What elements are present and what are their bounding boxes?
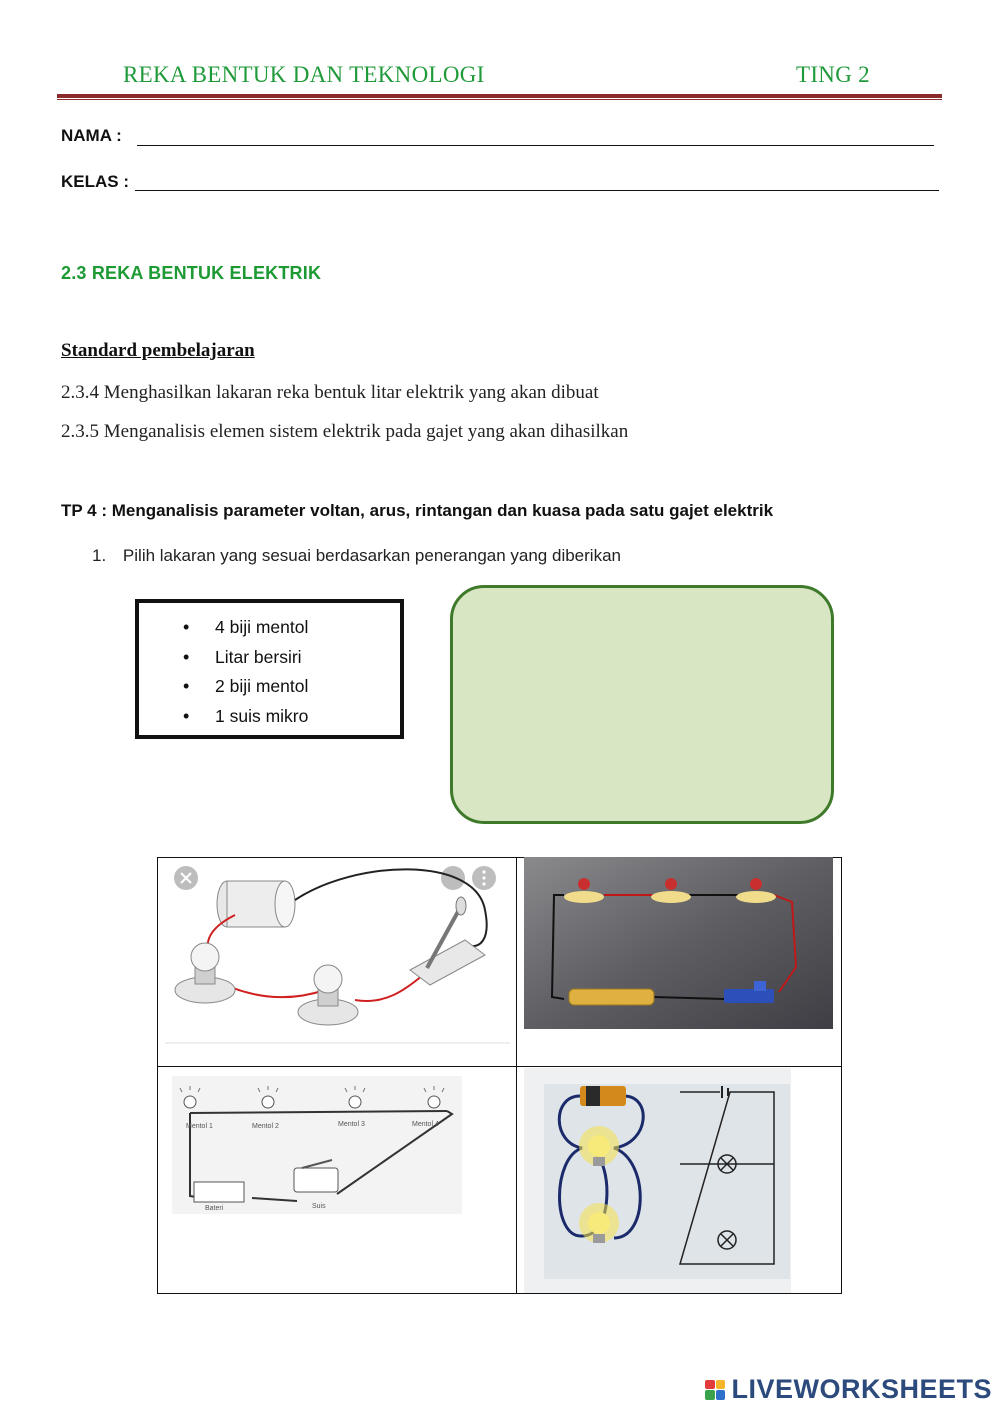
options-box (135, 599, 404, 739)
liveworksheets-brand (705, 1374, 992, 1405)
grid-divider-v (516, 857, 517, 1294)
standard-item: 2.3.4 Menghasilkan lakaran reka bentuk litar elektrik yang akan dibuat (61, 382, 599, 403)
battery (194, 1182, 244, 1202)
option-item[interactable]: • 1 suis mikro (139, 702, 400, 732)
circuit-image-4[interactable] (524, 1068, 791, 1293)
image-panel (544, 1084, 790, 1279)
zoom-icon (441, 866, 465, 890)
switch-label: Suis (312, 1203, 326, 1210)
bulb-label: Mentol 2 (252, 1123, 279, 1130)
nama-field[interactable] (137, 145, 934, 146)
answer-drop-zone[interactable] (450, 585, 834, 824)
brand-text: LIVEWORKSHEETS (731, 1374, 992, 1404)
bulb-label: Mentol 1 (186, 1123, 213, 1130)
standard-title: Standard pembelajaran (61, 340, 255, 361)
kelas-field[interactable] (135, 190, 939, 191)
circuit-image-2[interactable] (524, 857, 833, 1029)
standard-item: 2.3.5 Menganalisis elemen sistem elektrik pada gajet yang akan dihasilkan (61, 421, 629, 442)
header-rule (57, 94, 942, 98)
grid-divider-h (157, 1066, 842, 1067)
header-form: TING 2 (796, 62, 870, 87)
battery-label: Bateri (205, 1205, 224, 1212)
circuit-image-3[interactable] (172, 1076, 462, 1214)
bulb (579, 1203, 619, 1243)
battery (569, 989, 654, 1005)
kelas-label: KELAS : (61, 172, 129, 191)
liveworksheets-logo-icon (705, 1380, 725, 1400)
question-text: Pilih lakaran yang sesuai berdasarkan penerangan yang diberikan (122, 546, 621, 565)
question-1 (92, 546, 621, 566)
bulb-label: Mentol 4 (412, 1121, 439, 1128)
header-rule-thin (57, 99, 942, 100)
battery (580, 1086, 626, 1106)
bulb-label: Mentol 3 (338, 1121, 365, 1128)
tp4-heading: TP 4 : Menganalisis parameter voltan, arus, rintangan dan kuasa pada satu gajet elektrik (61, 501, 774, 520)
header-subject: REKA BENTUK DAN TEKNOLOGI (123, 62, 485, 87)
question-number: 1. (92, 546, 107, 565)
option-item[interactable]: • Litar bersiri (139, 643, 400, 673)
battery (217, 881, 295, 927)
option-item[interactable]: • 2 biji mentol (139, 672, 400, 702)
nama-label: NAMA : (61, 126, 122, 145)
circuit-image-1[interactable] (165, 860, 510, 1045)
option-item[interactable]: • 4 biji mentol (139, 613, 400, 643)
bulb (579, 1126, 619, 1166)
section-title: 2.3 REKA BENTUK ELEKTRIK (61, 263, 322, 283)
